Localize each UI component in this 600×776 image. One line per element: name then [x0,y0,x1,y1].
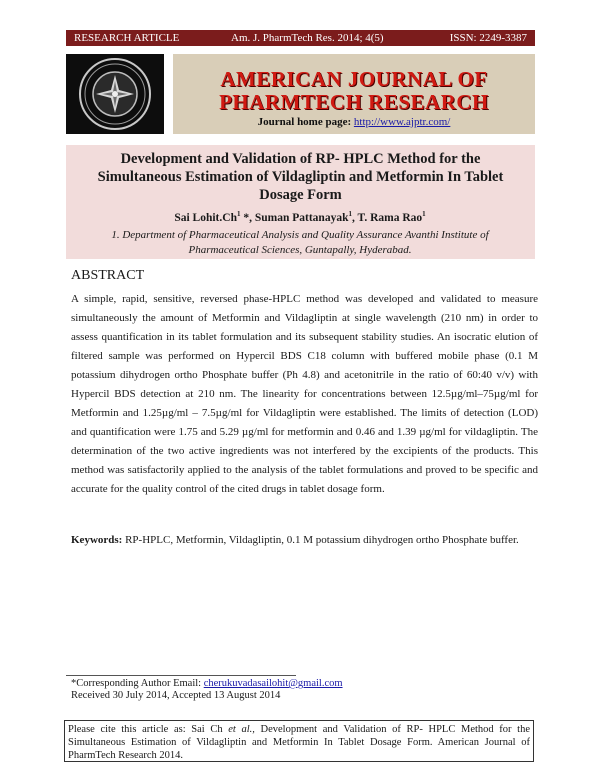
citation-box [64,720,534,762]
journal-home-label: Journal home page: [257,116,352,128]
corresponding-author [71,678,343,690]
journal-title-line2: PHARMTECH RESEARCH [219,90,489,114]
keywords [71,531,538,550]
received-dates: Received 30 July 2014, Accepted 13 August 2014 [71,690,281,701]
corresponding-label: *Corresponding Author Email: [71,678,202,689]
author-separator: *, [240,211,255,224]
corresponding-email-link[interactable]: cherukuvadasailohit@gmail.com [203,678,343,689]
abstract-heading: ABSTRACT [71,268,145,283]
author-affiliation-mark: 1 [422,210,426,218]
journal-home-link[interactable]: http://www.ajptr.com/ [353,116,451,128]
author-affiliation-mark: 1 [236,210,241,218]
author-list [0,210,600,224]
abstract-text: A simple, rapid, sensitive, reversed phase-HPLC method was developed and validated to measure simultaneously the amount of Metformin and Vildagliptin at single wavelength (210 nm) in order to assess quantification in its tablet formulation and its subsequent stability studies. An isocratic elution of filtered sample was performed on Hypercil BDS C18 column with buffered mobile phase (0.1 M potassium dihydrogen ortho Phosphate buffer (Ph 4.8) and acetonitrile in the ratio of 60:40 v/v) with Hypercil BDS detection at 210 nm. The linearity for concentrations between 12.5µg/ml–75µg/ml for Metformin and 1.25µg/ml – 7.5µg/ml for Vildagliptin were established. The limits of detection (LOD) and quantification were 1.75 and 5.29 µg/ml for metformin and 0.46 and 1.39 µg/ml for vildagliptin. The determination of the two active ingredients was not interfered by the excipients of the products. This method was satisfactorily applied to the analysis of the tablet formulations and proved to be specific and accurate for the quality control of the cited drugs in tablet dosage form. [71,293,538,495]
author-affiliation-mark: 1 [348,210,352,218]
footnote-rule [66,675,296,676]
cite-rest: Development and Validation of RP- HPLC Method for the Simultaneous Estimation of Vildagliptin and Metformin In Tablet Dosage Form. American Journal of PharmTech Research 2014. [68,724,530,761]
author-separator: , [351,211,358,224]
author-name: T. Rama Rao [357,211,423,224]
author-name: Suman Pattanayak [254,211,349,224]
cite-prefix: Please cite this article as: Sai Ch [68,724,229,735]
issn: ISSN: 2249-3387 [449,32,527,44]
header-bar [66,30,535,46]
journal-banner [66,54,535,134]
keywords-label: Keywords: [71,534,123,546]
journal-title-line1: AMERICAN JOURNAL OF [220,67,488,91]
keywords-list: RP-HPLC, Metformin, Vildagliptin, 0.1 M potassium dihydrogen ortho Phosphate buffer. [125,534,519,546]
journal-home [173,116,535,128]
author-name: Sai Lohit.Ch [174,211,237,224]
journal-logo [66,54,164,134]
paper-title: Development and Validation of RP- HPLC Method for the Simultaneous Estimation of Vildagliptin and Metformin In Tablet Dosage Form [97,151,504,203]
journal-citation: Am. J. PharmTech Res. 2014; 4(5) [231,32,384,44]
article-type: RESEARCH ARTICLE [74,32,180,44]
cite-etal: et al., [228,724,255,735]
seal-icon [78,57,152,131]
affiliation: 1. Department of Pharmaceutical Analysis and Quality Assurance Avanthi Institute of Pharmaceutical Sciences, Guntapally, Hyderabad. [111,229,489,256]
journal-title-band [173,54,535,134]
